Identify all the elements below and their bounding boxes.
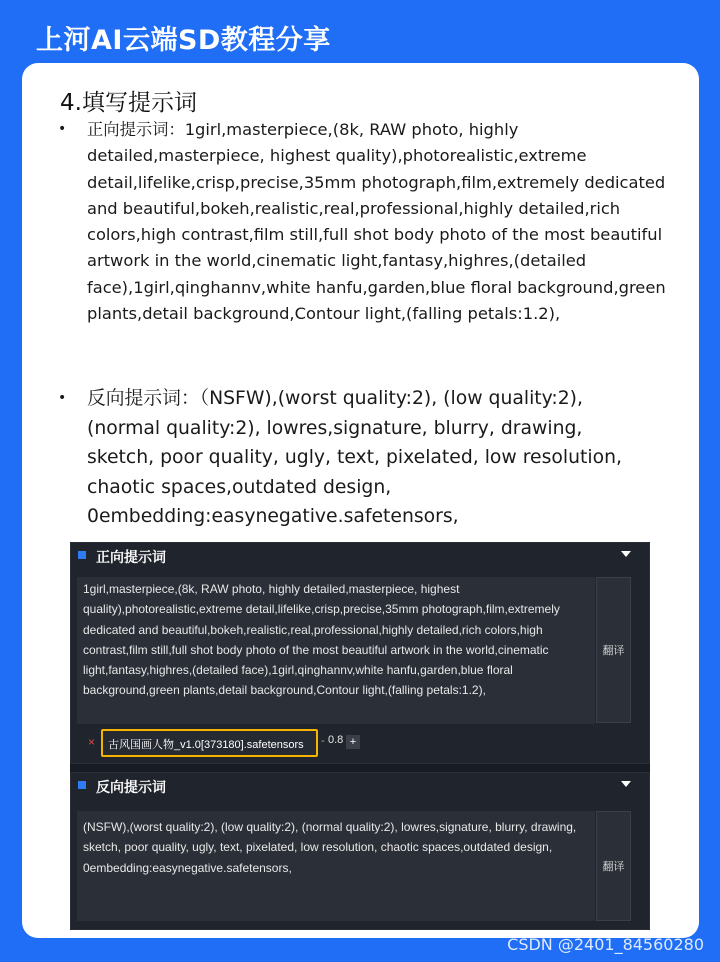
negative-prompt-input[interactable]: (NSFW),(worst quality:2), (low quality:2), (normal quality:2), lowres,signature, blurry, drawing, sketch, poor quality, ugly, text, pixelated, low resolution, chaotic spaces,outdated design, 0embedding:easynegative.safetensors, <box>77 811 595 921</box>
square-marker-icon <box>78 551 86 559</box>
bullet-dot-icon: • <box>58 390 67 406</box>
positive-panel-header[interactable] <box>71 543 649 569</box>
negative-prompt-text: 反向提示词：（NSFW),(worst quality:2), (low quality:2), (normal quality:2), lowres,signature, blurry, drawing, sketch, poor quality, ugly, text, pixelated, low resolution, chaotic spaces,outdated design, 0embedding:easynegative.safetensors, <box>87 388 622 528</box>
collapse-caret-icon[interactable] <box>621 551 631 557</box>
negative-prompt-panel <box>70 772 650 930</box>
negative-panel-header[interactable] <box>71 773 649 799</box>
square-marker-icon <box>78 781 86 789</box>
positive-prompt-panel <box>70 542 650 764</box>
bullet-dot-icon: • <box>58 121 67 137</box>
lora-name: 古风国画人物_v1.0[373180].safetensors <box>108 739 304 751</box>
lora-chip[interactable] <box>101 729 318 757</box>
page-header-title: 上河AI云端SD教程分享 <box>36 25 331 56</box>
positive-prompt-text: 正向提示词：1girl,masterpiece,(8k, RAW photo, highly detailed,masterpiece, highest quality),photorealistic,extreme detail,lifelike,crisp,precise,35mm photograph,film,extremely dedicated and beautiful,bokeh,realistic,real,professional,highly detailed,rich colors,high contrast,film still,full shot body photo of the most beautiful artwork in the world,cinematic light,fantasy,highres,(detailed face),1girl,qinghannv,white hanfu,garden,blue floral background,green plants,detail background,Contour light,(falling petals:1.2), <box>87 120 666 324</box>
lora-weight-plus-button[interactable]: + <box>346 735 360 749</box>
negative-panel-title: 反向提示词 <box>96 779 166 795</box>
positive-panel-title: 正向提示词 <box>96 549 166 565</box>
positive-prompt-input[interactable]: 1girl,masterpiece,(8k, RAW photo, highly detailed,masterpiece, highest quality),photorealistic,extreme detail,lifelike,crisp,precise,35mm photograph,film,extremely dedicated and beautiful,bokeh,realistic,real,professional,highly detailed,rich colors,high contrast,film still,full shot body photo of the most beautiful artwork in the world,cinematic light,fantasy,highres,(detailed face),1girl,qinghannv,white hanfu,garden,blue floral background,green plants,detail background,Contour light,(falling petals:1.2), <box>77 577 595 724</box>
positive-translate-button[interactable]: 翻译 <box>596 577 631 723</box>
lora-weight-minus[interactable]: - <box>321 735 325 747</box>
lora-row <box>85 729 375 757</box>
negative-translate-button[interactable]: 翻译 <box>596 811 631 921</box>
lora-weight-value[interactable]: 0.8 <box>328 734 344 746</box>
collapse-caret-icon[interactable] <box>621 781 631 787</box>
section-title: 4.填写提示词 <box>60 90 197 116</box>
sd-prompt-ui-screenshot <box>70 542 650 930</box>
watermark: CSDN @2401_84560280 <box>507 935 704 954</box>
remove-lora-icon[interactable]: × <box>88 735 96 749</box>
